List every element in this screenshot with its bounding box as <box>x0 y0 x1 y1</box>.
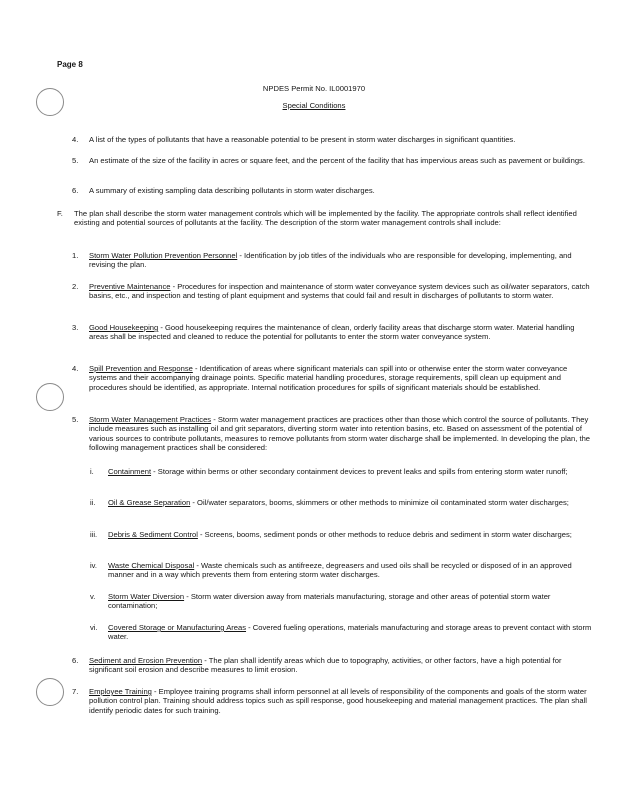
item-number: v. <box>90 592 96 601</box>
item-number: 5. <box>72 415 79 424</box>
item-title: Debris & Sediment Control <box>108 530 198 539</box>
item-text: - The plan shall identify areas which due to topography, activities, or other factors, have a high potential for significant soil erosion and describe measures to limit erosion. <box>89 656 562 675</box>
item-text: - Identification of areas where significant materials can spill into or otherwise enter the storm water conveyance systems and their accompanying drainage points. Specific material handling procedures, storage requirements, spill clean up equipment and procedures should be identified, as appropriate. Internal notification procedures for spills of significant materials should be established. <box>89 364 568 392</box>
item-title: Storm Water Management Practices <box>89 415 212 424</box>
item-text: An estimate of the size of the facility in acres or square feet, and the percent of the facility that has impervious areas such as pavement or buildings. <box>89 156 585 165</box>
item-title: Containment <box>108 467 152 476</box>
item-title: Spill Prevention and Response <box>89 364 193 373</box>
item-number: i. <box>90 467 94 476</box>
item-text: A list of the types of pollutants that have a reasonable potential to be present in storm water discharges in significant quantities. <box>89 135 516 144</box>
section-title: Special Conditions <box>282 101 346 110</box>
item-text: A summary of existing sampling data describing pollutants in storm water discharges. <box>89 186 375 195</box>
item-number: 6. <box>72 656 79 665</box>
item-number: 4. <box>72 135 79 144</box>
item-number: ii. <box>90 498 96 507</box>
item-text: - Storage within berms or other secondary containment devices to prevent leaks and spills from entering storm water runoff; <box>151 467 568 476</box>
permit-number: NPDES Permit No. IL0001970 <box>262 84 366 93</box>
item-text: - Storm water diversion away from materials manufacturing, storage and other areas of potential storm water contamination; <box>108 592 551 611</box>
section-letter: F. <box>57 209 63 218</box>
item-number: vi. <box>90 623 98 632</box>
item-number: 4. <box>72 364 79 373</box>
item-number: iv. <box>90 561 98 570</box>
item-number: 7. <box>72 687 79 696</box>
page-label: Page 8 <box>57 60 83 69</box>
item-text: - Oil/water separators, booms, skimmers or other methods to minimize oil contaminated storm water discharges; <box>190 498 569 507</box>
item-number: 5. <box>72 156 79 165</box>
item-title: Storm Water Pollution Prevention Personnel <box>89 251 238 260</box>
item-number: 6. <box>72 186 79 195</box>
item-text: - Waste chemicals such as antifreeze, degreasers and used oils shall be recycled or disposed of in an approved manner and in a way which prevents them from entering storm water discharges. <box>108 561 572 580</box>
item-text: - Employee training programs shall inform personnel at all levels of responsibility of the components and goals of the storm water pollution control plan. Training should address topics such as spill response, good housekeeping and material management practices. The plan shall identify periodic dates for such training. <box>89 687 587 715</box>
item-title: Covered Storage or Manufacturing Areas <box>108 623 247 632</box>
item-text: - Procedures for inspection and maintenance of storm water conveyance system devices such as oil/water separators, catch basins, etc., and inspection and testing of plant equipment and systems that could fail and result in discharges of pollutants to storm water. <box>89 282 590 301</box>
item-text: - Screens, booms, sediment ponds or other methods to reduce debris and sediment in storm water discharges; <box>197 530 572 539</box>
item-title: Storm Water Diversion <box>108 592 185 601</box>
item-number: 3. <box>72 323 79 332</box>
item-title: Preventive Maintenance <box>89 282 171 291</box>
item-number: 2. <box>72 282 79 291</box>
section-f-text: The plan shall describe the storm water management controls which will be implemented by the facility. The appropriate controls shall reflect identified existing and potential sources of pollutants at the facility. The description of the storm water management controls shall include: <box>74 209 577 228</box>
item-title: Sediment and Erosion Prevention <box>89 656 203 665</box>
item-text: - Good housekeeping requires the maintenance of clean, orderly facility areas that discharge storm water. Material handling areas shall be inspected and cleaned to reduce the potential for pollutants to enter the storm water conveyance system. <box>89 323 575 342</box>
item-text: - Covered fueling operations, materials manufacturing and storage areas to prevent contact with storm water. <box>108 623 592 642</box>
item-number: 1. <box>72 251 79 260</box>
item-text: - Identification by job titles of the individuals who are responsible for developing, implementing, and revising the plan. <box>89 251 572 270</box>
item-title: Waste Chemical Disposal <box>108 561 195 570</box>
item-title: Good Housekeeping <box>89 323 159 332</box>
item-number: iii. <box>90 530 98 539</box>
punch-hole-middle <box>36 383 64 411</box>
item-title: Oil & Grease Separation <box>108 498 191 507</box>
item-text: - Storm water management practices are practices other than those which control the source of pollutants. They include measures such as installing oil and grit separators, diverting storm water into retention basins, etc. Based on assessment of the potential of various sources to contribute pollutants, measures to remove pollutants from storm water discharge shall be implemented. In developing the plan, the following management practices shall be considered: <box>89 415 591 453</box>
item-title: Employee Training <box>89 687 152 696</box>
punch-hole-bottom <box>36 678 64 706</box>
